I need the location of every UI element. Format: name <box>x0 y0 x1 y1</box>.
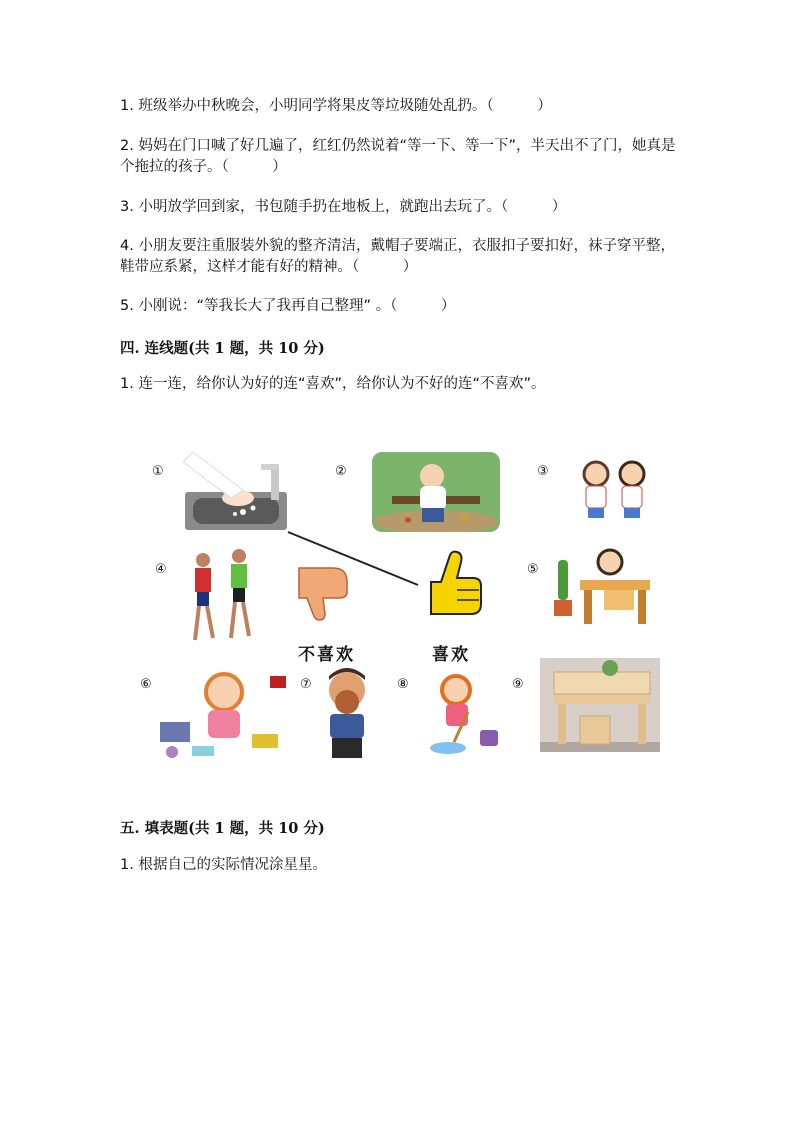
question-1: 1. 班级举办中秋晚会，小明同学将果皮等垃圾随处乱扔。（ ） <box>120 98 552 114</box>
question-3: 3. 小明放学回到家，书包随手扔在地板上，就跑出去玩了。（ ） <box>120 199 567 215</box>
section-4-question: 1. 连一连，给你认为好的连“喜欢”，给你认为不好的连“不喜欢”。 <box>120 376 546 392</box>
marker-9: ⑨ <box>512 677 524 692</box>
thumbs-up-icon <box>423 548 487 618</box>
question-5: 5. 小刚说：“等我长大了我再自己整理” 。（ ） <box>120 298 456 314</box>
marker-2: ② <box>335 464 347 479</box>
boy-eating-image <box>318 664 376 760</box>
girl-at-desk-image <box>554 546 652 628</box>
marker-5: ⑤ <box>527 562 539 577</box>
marker-8: ⑧ <box>397 677 409 692</box>
two-children-image <box>576 458 652 526</box>
marker-7: ⑦ <box>300 677 312 692</box>
question-2: 2. 妈妈在门口喊了好几遍了，红红仍然说着“等一下、等一下”，半天出不了门，她真是个拖拉的孩子。（ ） <box>120 138 676 175</box>
thumbs-down-icon <box>293 562 357 622</box>
marker-1: ① <box>152 464 164 479</box>
handwashing-image <box>183 452 291 538</box>
messy-girl-image <box>152 662 298 760</box>
runners-image <box>183 546 259 648</box>
marker-6: ⑥ <box>140 677 152 692</box>
section-4-title: 四. 连线题(共 1 题，共 10 分) <box>120 340 325 357</box>
section-5-question: 1. 根据自己的实际情况涂星星。 <box>120 857 327 873</box>
question-4: 4. 小朋友要注重服装外貌的整齐清洁，戴帽子要端正，衣服扣子要扣好，袜子穿平整，鞋带应系紧，这样才能有好的精神。（ ） <box>120 238 675 275</box>
marker-4: ④ <box>155 562 167 577</box>
dislike-label: 不喜欢 <box>298 645 355 665</box>
littering-man-image <box>372 452 500 532</box>
marker-3: ③ <box>537 464 549 479</box>
like-label: 喜欢 <box>432 645 470 665</box>
section-5-title: 五. 填表题(共 1 题，共 10 分) <box>120 820 325 837</box>
girl-cleaning-image <box>426 672 504 756</box>
tidy-desk-image <box>540 658 660 752</box>
